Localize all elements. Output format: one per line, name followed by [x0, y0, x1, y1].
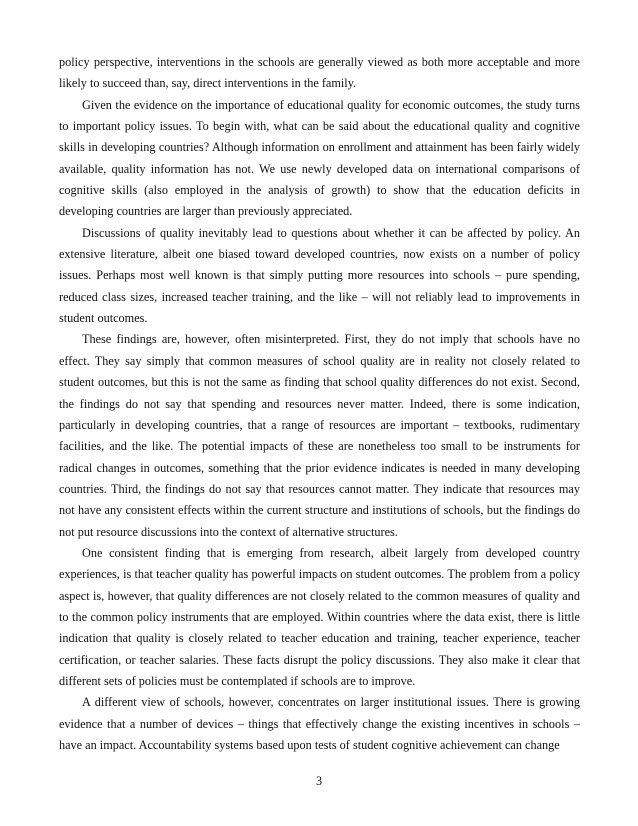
paragraph-teacher-quality: One consistent finding that is emerging from research, albeit largely from developed country experiences, is that teacher quality has powerful impacts on student outcomes. The problem from a policy aspect is, however, that quality differences are not closely related to the common measures of quality and to the common policy instruments that are employed. Within countries where the data exist, there is little indication that quality is closely related to teacher education and training, teacher experience, teacher certification, or teacher salaries. These facts disrupt the policy discussions. They also make it clear that different sets of policies must be contemplated if schools are to improve. — [59, 545, 580, 688]
paragraph-institutional-issues: A different view of schools, however, concentrates on larger institutional issues. There is growing evidence that a number of devices – things that effectively change the existing incentives in schools – have an impact. Accountability systems based upon tests of student cognitive achievement can change — [59, 695, 580, 752]
paragraph-misinterpreted-findings: These findings are, however, often misinterpreted. First, they do not imply that schools have no effect. They say simply that common measures of school quality are in reality not closely related to student outcomes, but this is not the same as finding that school quality differences do not exist. Second, the findings do not say that spending and resources never matter. Indeed, there is some indication, particularly in developing countries, that a range of resources are important – textbooks, rudimentary facilities, and the like. The potential impacts of these are nonetheless too small to be instruments for radical changes in outcomes, something that the prior evidence indicates is needed in many developing countries. Third, the findings do not say that resources cannot matter. They indicate that resources may not have any consistent effects within the current structure and institutions of schools, but the findings do not put resource discussions into the context of alternative structures. — [59, 332, 580, 539]
paragraph-quality-policy: Discussions of quality inevitably lead to questions about whether it can be affected by policy. An extensive literature, albeit one biased toward developed countries, now exists on a number of policy issues. Perhaps most well known is that simply putting more resources into schools – pure spending, reduced class sizes, increased teacher training, and the like – will not reliably lead to improvements in student outcomes. — [59, 225, 580, 326]
page-number: 3 — [315, 774, 323, 788]
paragraph-educational-quality: Given the evidence on the importance of educational quality for economic outcomes, the study turns to important policy issues. To begin with, what can be said about the educational quality and cognitive skills in developing countries? Although information on enrollment and attainment has been fairly widely available, quality information has not. We use newly developed data on international comparisons of cognitive skills (also employed in the analysis of growth) to show that the education deficits in developing countries are larger than previously appreciated. — [59, 97, 580, 219]
body-text — [59, 52, 580, 756]
paragraph-continuation: policy perspective, interventions in the schools are generally viewed as both more acceptable and more likely to succeed than, say, direct interventions in the family. — [59, 55, 580, 91]
